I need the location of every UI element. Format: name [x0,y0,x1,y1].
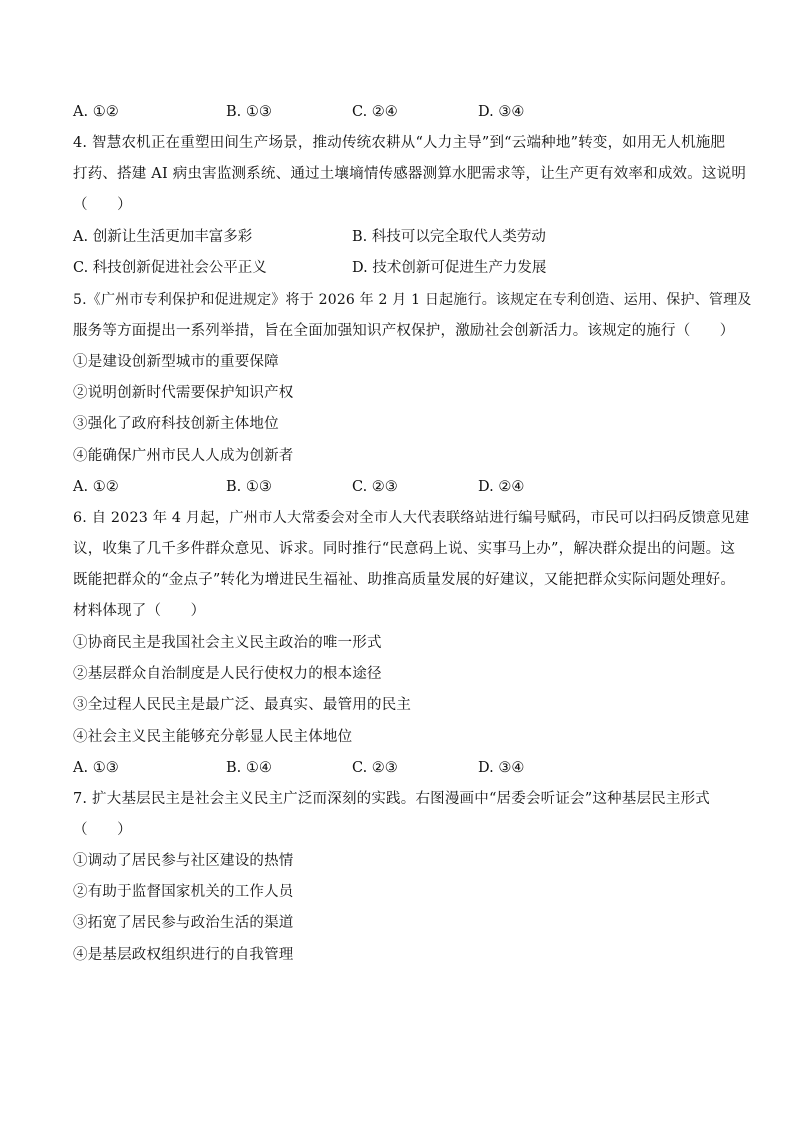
q5-item-1: ①是建设创新型城市的重要保障 [73,354,279,370]
q5-option-c: C. ②③ [352,479,398,495]
q3-option-a: A. ①② [73,104,119,120]
q4-option-a: A. 创新让生活更加丰富多彩 [73,229,253,245]
q6-item-1: ①协商民主是我国社会主义民主政治的唯一形式 [73,635,382,651]
q5-item-3: ③强化了政府科技创新主体地位 [73,416,279,432]
q6-stem-line-2: 议，收集了几千多件群众意见、诉求。同时推行“民意码上说、实事马上办”，解决群众提出的问题。这 [73,541,736,557]
q6-option-d: D. ③④ [478,760,525,776]
q5-stem-line-2: 服务等方面提出一系列举措，旨在全面加强知识产权保护，激励社会创新活力。该规定的施行（ ） [73,323,735,339]
q7-item-3: ③拓宽了居民参与政治生活的渠道 [73,915,294,931]
q3-option-d: D. ③④ [478,104,525,120]
q7-stem-line-1: 7. 扩大基层民主是社会主义民主广泛而深刻的实践。右图漫画中“居委会听证会”这种基层民主形式 [73,791,710,807]
q3-option-c: C. ②④ [352,104,398,120]
q7-item-4: ④是基层政权组织进行的自我管理 [73,947,294,963]
q6-item-3: ③全过程人民民主是最广泛、最真实、最管用的民主 [73,697,412,713]
q6-stem-line-1: 6. 自 2023 年 4 月起，广州市人大常委会对全市人大代表联络站进行编号赋码，市民可以扫码反馈意见建 [73,510,750,526]
q5-option-b: B. ①③ [226,479,272,495]
q6-item-2: ②基层群众自治制度是人民行使权力的根本途径 [73,666,382,682]
q6-item-4: ④社会主义民主能够充分彰显人民主体地位 [73,729,353,745]
q6-option-c: C. ②③ [352,760,398,776]
q4-option-d: D. 技术创新可促进生产力发展 [352,260,547,276]
q4-option-c: C. 科技创新促进社会公平正义 [73,260,267,276]
q7-item-1: ①调动了居民参与社区建设的热情 [73,853,294,869]
q6-option-b: B. ①④ [226,760,272,776]
q4-option-b: B. 科技可以完全取代人类劳动 [352,229,546,245]
q5-option-a: A. ①② [73,479,119,495]
q6-stem-line-4: 材料体现了（ ） [73,603,206,619]
q5-item-2: ②说明创新时代需要保护知识产权 [73,385,294,401]
q6-stem-line-3: 既能把群众的“金点子”转化为增进民生福祉、助推高质量发展的好建议，又能把群众实际问题处理好。 [73,572,736,588]
q7-stem-line-2: （ ） [73,822,132,838]
q3-option-b: B. ①③ [226,104,272,120]
q6-option-a: A. ①③ [73,760,119,776]
q5-stem-line-1: 5.《广州市专利保护和促进规定》将于 2026 年 2 月 1 日起施行。该规定在专利创造、运用、保护、管理及 [73,292,752,308]
q7-item-2: ②有助于监督国家机关的工作人员 [73,884,294,900]
q5-option-d: D. ②④ [478,479,525,495]
q5-item-4: ④能确保广州市民人人成为创新者 [73,448,294,464]
q4-stem-line-1: 4. 智慧农机正在重塑田间生产场景，推动传统农耕从“人力主导”到“云端种地”转变，如用无人机施肥 [73,135,726,151]
q4-stem-line-2: 打药、搭建 AI 病虫害监测系统、通过土壤墒情传感器测算水肥需求等，让生产更有效率和成效。这说明 [73,166,747,182]
q4-stem-line-3: （ ） [73,197,132,213]
